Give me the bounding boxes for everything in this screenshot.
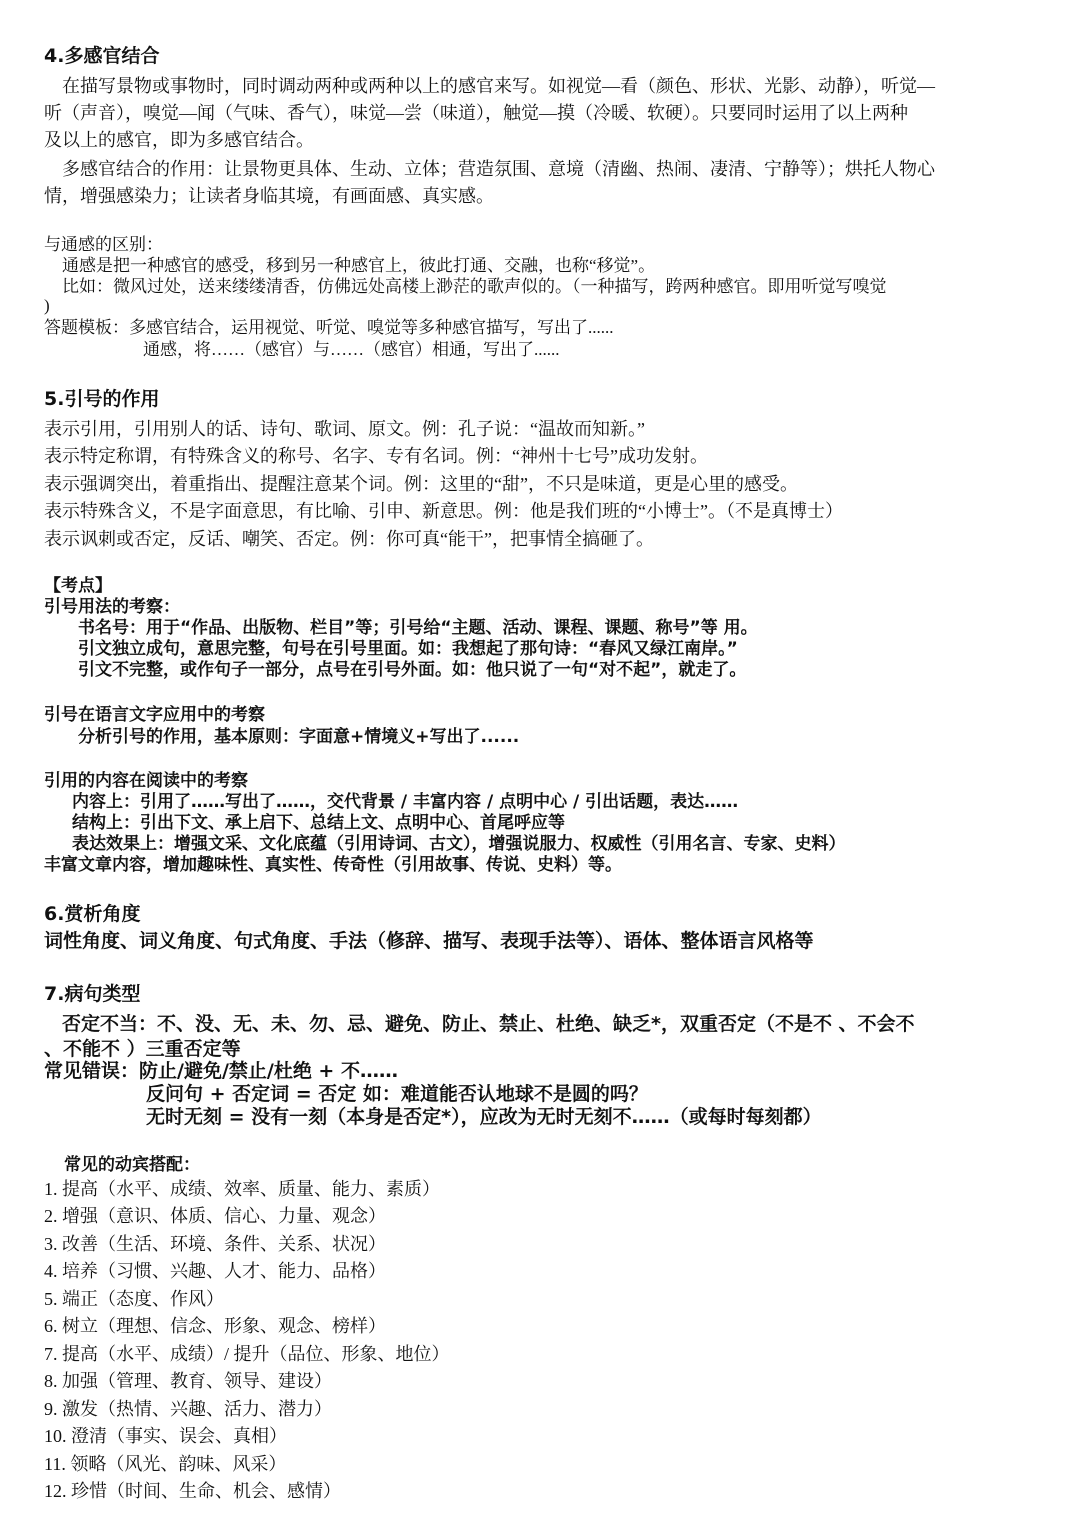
combo-item: 3. 改善（生活、环境、条件、关系、状况）: [44, 1234, 386, 1254]
s5-line4: 表示特殊含义，不是字面意思，有比喻、引申、新意思。例：他是我们班的“小博士”。（不是真博士）: [44, 501, 843, 521]
kd-c-line4: 丰富文章内容，增加趣味性、真实性、传奇性（引用故事、传说、史料）等。: [44, 855, 622, 875]
s4-template-line1: 答题模板：多感官结合，运用视觉、听觉、嗅觉等多种感官描写，写出了......: [44, 318, 614, 337]
s4-diff-line2: 比如：微风过处，送来缕缕清香，仿佛远处高楼上渺茫的歌声似的。（一种描写，跨两种感官。即用听觉写嗅觉: [62, 277, 887, 296]
combo-item: 1. 提高（水平、成绩、效率、质量、能力、素质）: [44, 1179, 440, 1199]
kd-a-title: 引号用法的考察：: [44, 597, 180, 617]
s4-p2-line2: 情，增强感染力；让读者身临其境，有画面感、真实感。: [44, 186, 494, 206]
s4-p2-line1: 多感官结合的作用：让景物更具体、生动、立体；营造氛围、意境（清幽、热闹、凄清、宁静等）；烘托人物心: [62, 159, 935, 179]
s5-line2: 表示特定称谓，有特殊含义的称号、名字、专有名词。例：“神州十七号”成功发射。: [44, 446, 708, 466]
section-6-title: 6.赏析角度: [44, 903, 141, 925]
combo-item: 6. 树立（理想、信念、形象、观念、榜样）: [44, 1316, 386, 1336]
s7-err-line3: 无时无刻 = 没有一刻（本身是否定*），应改为无时无刻不……（或每时每刻都）: [146, 1106, 822, 1128]
combo-item: 10. 澄清（事实、误会、真相）: [44, 1426, 287, 1446]
s7-neg-line1: 否定不当：不、没、无、未、勿、忌、避免、防止、禁止、杜绝、缺乏*，双重否定（不是不 、不会不: [62, 1013, 915, 1035]
kd-b-line1: 分析引号的作用，基本原则：字面意+情境义+写出了......: [78, 727, 520, 747]
combo-item: 2. 增强（意识、体质、信心、力量、观念）: [44, 1206, 386, 1226]
kd-b-title: 引号在语言文字应用中的考察: [44, 705, 265, 725]
s7-neg-line2: 、不能不 ）三重否定等: [44, 1038, 241, 1060]
s4-p1-line2: 听（声音），嗅觉—闻（气味、香气），味觉—尝（味道），触觉—摸（冷暖、软硬）。只要同时运用了以上两种: [44, 103, 908, 123]
combo-item: 12. 珍惜（时间、生命、机会、感情）: [44, 1481, 341, 1501]
combo-item: 5. 端正（态度、作风）: [44, 1289, 224, 1309]
combo-item: 4. 培养（习惯、兴趣、人才、能力、品格）: [44, 1261, 386, 1281]
combo-item: 9. 激发（热情、兴趣、活力、潜力）: [44, 1399, 332, 1419]
s6-body: 词性角度、词义角度、句式角度、手法（修辞、描写、表现手法等）、语体、整体语言风格等: [44, 930, 814, 952]
kd-a-line3: 引文不完整，或作句子一部分，点号在引号外面。如：他只说了一句“对不起”，就走了。: [78, 660, 747, 680]
kd-c-line3: 表达效果上：增强文采、文化底蕴（引用诗词、古文），增强说服力、权威性（引用名言、专家、史料）: [72, 834, 846, 854]
kd-c-line1: 内容上：引用了……写出了……，交代背景 / 丰富内容 / 点明中心 / 引出话题，表达……: [72, 792, 739, 812]
s4-p1-line1: 在描写景物或事物时，同时调动两种或两种以上的感官来写。如视觉—看（颜色、形状、光影、动静），听觉—: [62, 76, 935, 96]
s4-template-line2: 通感，将……（感官）与……（感官）相通，写出了......: [143, 340, 560, 359]
s7-err-line1: 常见错误：防止/避免/禁止/杜绝 + 不……: [44, 1060, 398, 1082]
s7-combo-title: 常见的动宾搭配：: [64, 1155, 200, 1175]
kd-title: 【考点】: [44, 576, 112, 596]
section-7-title: 7.病句类型: [44, 983, 141, 1005]
s7-err-line2: 反问句 + 否定词 = 否定 如：难道能否认地球不是圆的吗？: [146, 1083, 648, 1105]
s4-diff-title: 与通感的区别：: [44, 235, 163, 254]
s4-diff-line1: 通感是把一种感官的感受，移到另一种感官上，彼此打通、交融，也称“移觉”。: [62, 256, 656, 275]
kd-a-line1: 书名号：用于“作品、出版物、栏目”等；引号给“主题、活动、课程、课题、称号”等 用。: [78, 618, 758, 638]
s5-line3: 表示强调突出，着重指出、提醒注意某个词。例：这里的“甜”，不只是味道，更是心里的感受。: [44, 474, 798, 494]
kd-c-line2: 结构上：引出下文、承上启下、总结上文、点明中心、首尾呼应等: [72, 813, 565, 833]
section-4-title: 4.多感官结合: [44, 45, 160, 67]
s5-line5: 表示讽刺或否定，反话、嘲笑、否定。例：你可真“能干”，把事情全搞砸了。: [44, 529, 654, 549]
combo-item: 8. 加强（管理、教育、领导、建设）: [44, 1371, 332, 1391]
s4-diff-line3: ): [44, 296, 50, 315]
combo-item: 11. 领略（风光、韵味、风采）: [44, 1454, 287, 1474]
kd-a-line2: 引文独立成句，意思完整，句号在引号里面。如：我想起了那句诗：“春风又绿江南岸。”: [78, 639, 738, 659]
kd-c-title: 引用的内容在阅读中的考察: [44, 771, 248, 791]
s5-line1: 表示引用，引用别人的话、诗句、歌词、原文。例：孔子说：“温故而知新。”: [44, 419, 645, 439]
section-5-title: 5.引号的作用: [44, 388, 160, 410]
s4-p1-line3: 及以上的感官，即为多感官结合。: [44, 130, 314, 150]
combo-item: 7. 提高（水平、成绩）/ 提升（品位、形象、地位）: [44, 1344, 450, 1364]
